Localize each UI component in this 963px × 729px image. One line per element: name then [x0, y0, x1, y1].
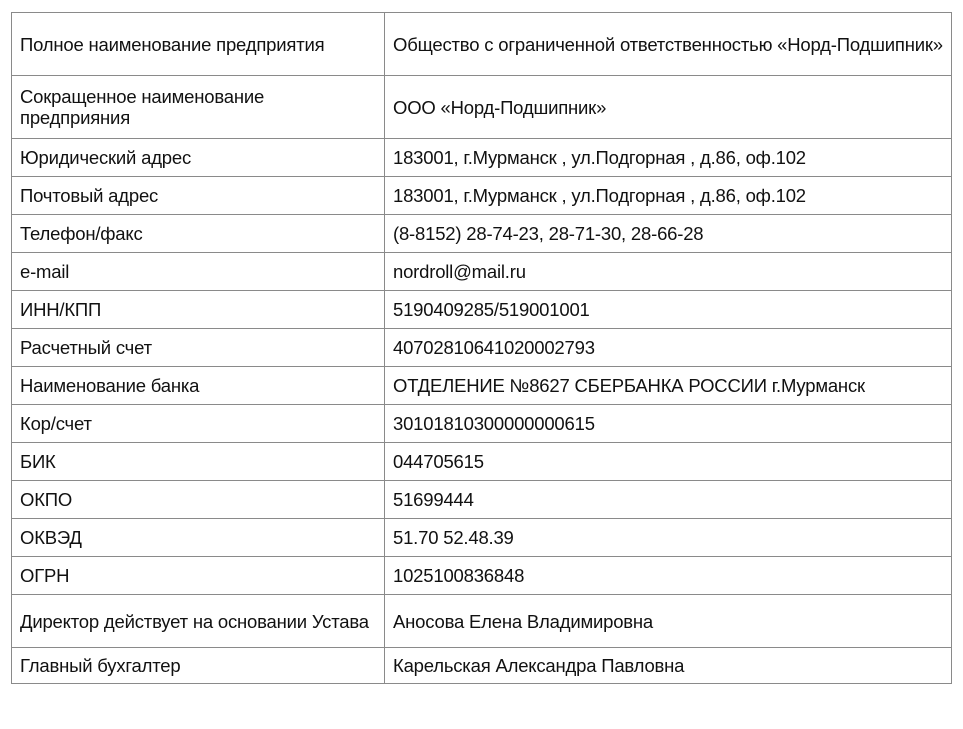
postal-address-label: Почтовый адрес [12, 177, 385, 215]
okved-label: ОКВЭД [12, 519, 385, 557]
email-value: nordroll@mail.ru [385, 253, 952, 291]
email-label: e-mail [12, 253, 385, 291]
table-row [12, 405, 952, 443]
okved-value: 51.70 52.48.39 [385, 519, 952, 557]
correspondent-account-label: Кор/счет [12, 405, 385, 443]
table-row [12, 76, 952, 139]
short-name-label: Сокращенное наименование предприяния [12, 76, 385, 139]
table-row [12, 291, 952, 329]
director-label: Директор действует на основании Устава [12, 595, 385, 648]
inn-kpp-label: ИНН/КПП [12, 291, 385, 329]
okpo-value: 51699444 [385, 481, 952, 519]
table-row [12, 367, 952, 405]
table-row [12, 139, 952, 177]
okpo-label: ОКПО [12, 481, 385, 519]
bank-name-value: ОТДЕЛЕНИЕ №8627 СБЕРБАНКА РОССИИ г.Мурманск [385, 367, 952, 405]
bik-label: БИК [12, 443, 385, 481]
legal-address-value: 183001, г.Мурманск , ул.Подгорная , д.86, оф.102 [385, 139, 952, 177]
ogrn-value: 1025100836848 [385, 557, 952, 595]
full-name-label: Полное наименование предприятия [12, 13, 385, 76]
settlement-account-value: 40702810641020002793 [385, 329, 952, 367]
phone-fax-value: (8-8152) 28-74-23, 28-71-30, 28-66-28 [385, 215, 952, 253]
chief-accountant-value: Карельская Александра Павловна [385, 648, 952, 684]
table-row [12, 215, 952, 253]
bank-name-label: Наименование банка [12, 367, 385, 405]
table-row [12, 253, 952, 291]
short-name-value: ООО «Норд-Подшипник» [385, 76, 952, 139]
table-row [12, 595, 952, 648]
correspondent-account-value: 30101810300000000615 [385, 405, 952, 443]
company-requisites-sheet [11, 12, 951, 684]
table-row [12, 177, 952, 215]
table-row [12, 648, 952, 684]
director-value: Аносова Елена Владимировна [385, 595, 952, 648]
table-row [12, 13, 952, 76]
requisites-table [11, 12, 952, 684]
settlement-account-label: Расчетный счет [12, 329, 385, 367]
table-row [12, 557, 952, 595]
ogrn-label: ОГРН [12, 557, 385, 595]
phone-fax-label: Телефон/факс [12, 215, 385, 253]
legal-address-label: Юридический адрес [12, 139, 385, 177]
table-row [12, 519, 952, 557]
full-name-value: Общество с ограниченной ответственностью «Норд-Подшипник» [385, 13, 952, 76]
inn-kpp-value: 5190409285/519001001 [385, 291, 952, 329]
postal-address-value: 183001, г.Мурманск , ул.Подгорная , д.86, оф.102 [385, 177, 952, 215]
table-row [12, 481, 952, 519]
bik-value: 044705615 [385, 443, 952, 481]
chief-accountant-label: Главный бухгалтер [12, 648, 385, 684]
table-row [12, 329, 952, 367]
table-row [12, 443, 952, 481]
